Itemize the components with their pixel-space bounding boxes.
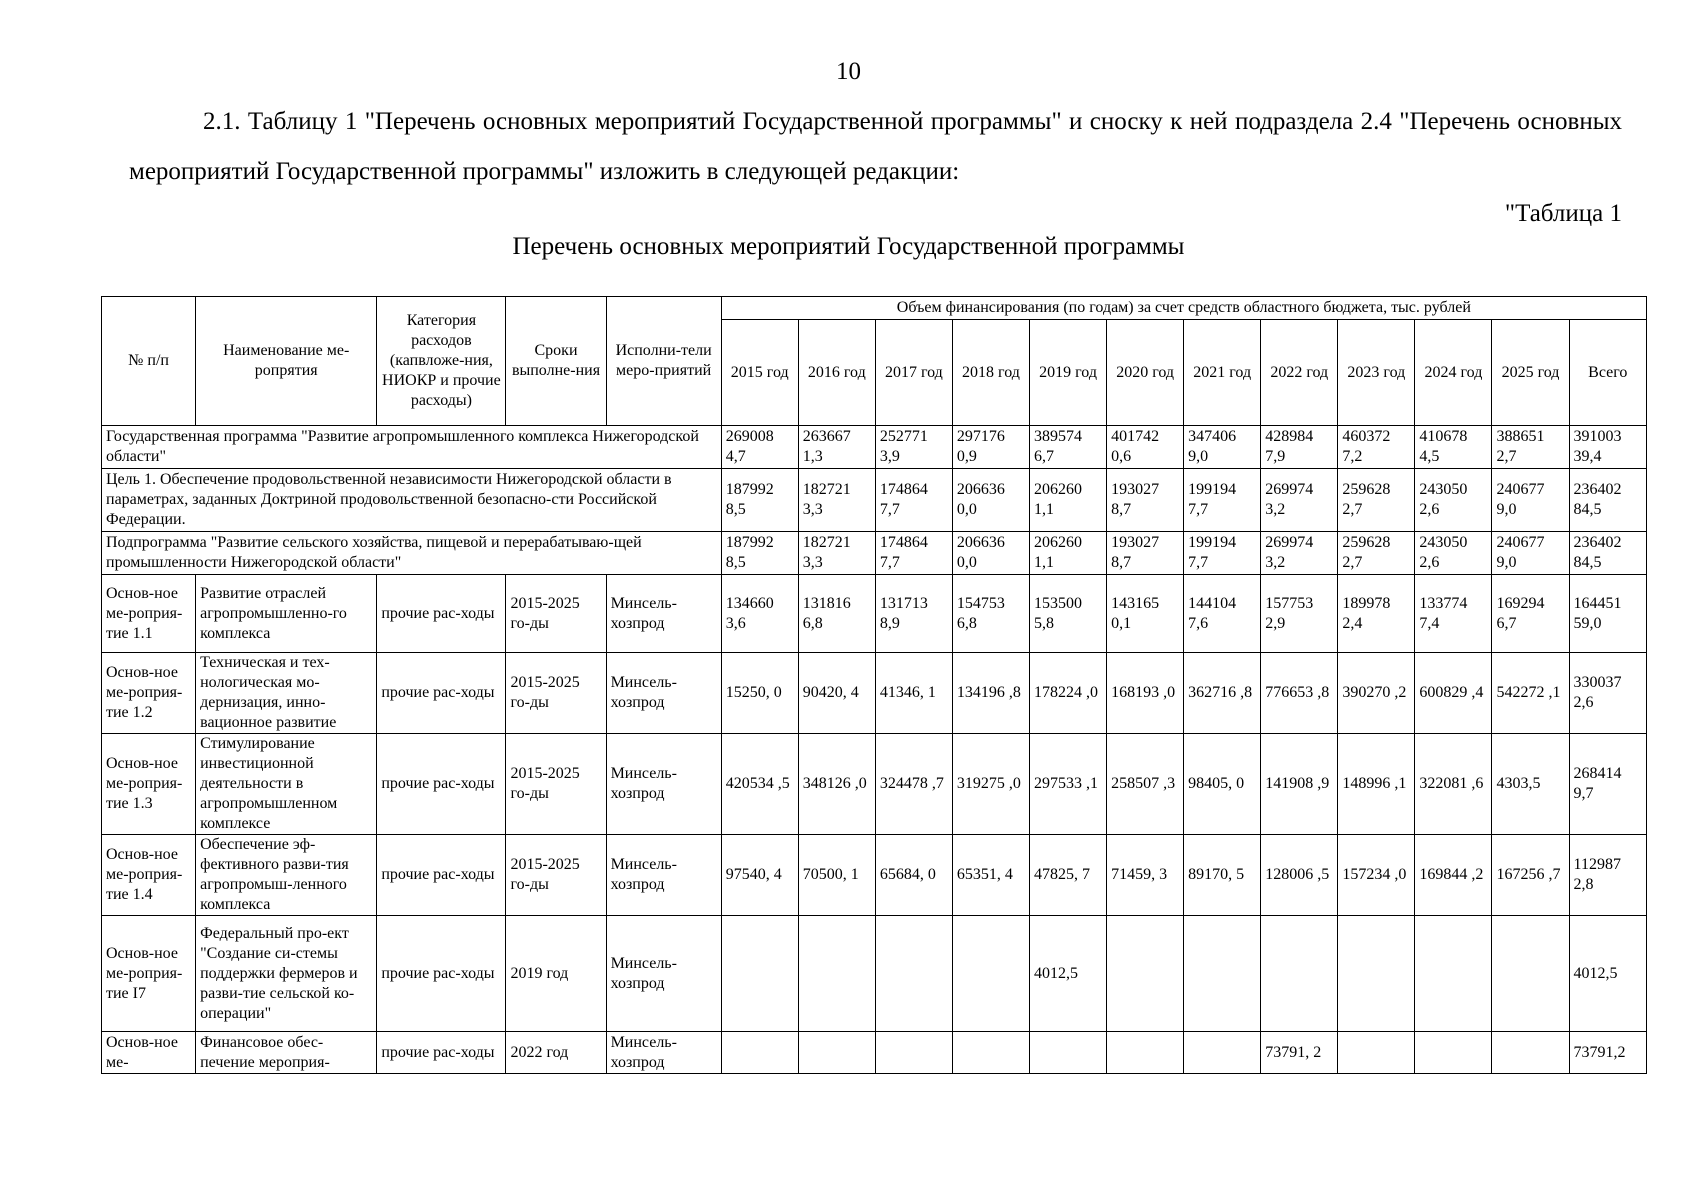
year-value-cell: 174864 7,7: [875, 469, 952, 532]
year-value-cell: 420534 ,5: [721, 734, 798, 835]
year-value-cell: 144104 7,6: [1184, 575, 1261, 653]
year-value-cell: 243050 2,6: [1415, 532, 1492, 575]
measure-num: Основ-ное ме-роприя-тие 1.1: [102, 575, 196, 653]
year-value-cell: 90420, 4: [798, 653, 875, 734]
measure-num: Основ-ное ме-роприя-тие 1.2: [102, 653, 196, 734]
year-value-cell: 252771 3,9: [875, 426, 952, 469]
year-value-cell: 182721 3,3: [798, 532, 875, 575]
year-value-cell: [1492, 916, 1569, 1032]
total-value-cell: 236402 84,5: [1569, 469, 1646, 532]
total-value-cell: 112987 2,8: [1569, 835, 1646, 916]
year-value-cell: 134196 ,8: [952, 653, 1029, 734]
table-body: [102, 426, 1647, 1074]
year-value-cell: 131816 6,8: [798, 575, 875, 653]
year-value-cell: 70500, 1: [798, 835, 875, 916]
year-value-cell: 169844 ,2: [1415, 835, 1492, 916]
measure-row: [102, 575, 1647, 653]
year-value-cell: 73791, 2: [1261, 1032, 1338, 1074]
measure-terms: 2015-2025 го-ды: [506, 734, 606, 835]
year-value-cell: [1107, 1032, 1184, 1074]
measure-executor: Минсель-хозпрод: [606, 575, 721, 653]
year-value-cell: 362716 ,8: [1184, 653, 1261, 734]
header-year: 2015 год: [721, 320, 798, 426]
year-value-cell: 206636 0,0: [952, 532, 1029, 575]
year-value-cell: 157753 2,9: [1261, 575, 1338, 653]
year-value-cell: 776653 ,8: [1261, 653, 1338, 734]
year-value-cell: 269974 3,2: [1261, 532, 1338, 575]
summary-row: [102, 469, 1647, 532]
header-category: Категория расходов (капвложе-ния, НИОКР и прочие расходы): [377, 297, 506, 426]
year-value-cell: [952, 916, 1029, 1032]
measure-name: Обеспечение эф-фективного разви-тия агропромыш-ленного комплекса: [196, 835, 377, 916]
measure-category: прочие рас-ходы: [377, 916, 506, 1032]
year-value-cell: [1107, 916, 1184, 1032]
table-label: "Таблица 1: [1504, 200, 1622, 227]
year-value-cell: 542272 ,1: [1492, 653, 1569, 734]
measure-executor: Минсель-хозпрод: [606, 653, 721, 734]
year-value-cell: 193027 8,7: [1107, 532, 1184, 575]
year-value-cell: 189978 2,4: [1338, 575, 1415, 653]
year-value-cell: 389574 6,7: [1030, 426, 1107, 469]
measure-category: прочие рас-ходы: [377, 1032, 506, 1074]
measure-row: [102, 734, 1647, 835]
year-value-cell: [798, 1032, 875, 1074]
measure-category: прочие рас-ходы: [377, 734, 506, 835]
year-value-cell: 4303,5: [1492, 734, 1569, 835]
year-value-cell: 240677 9,0: [1492, 532, 1569, 575]
year-value-cell: 263667 1,3: [798, 426, 875, 469]
year-value-cell: 154753 6,8: [952, 575, 1029, 653]
year-value-cell: 199194 7,7: [1184, 469, 1261, 532]
year-value-cell: 167256 ,7: [1492, 835, 1569, 916]
table-title: Перечень основных мероприятий Государственной программы: [512, 233, 1185, 260]
year-value-cell: [1030, 1032, 1107, 1074]
year-value-cell: 71459, 3: [1107, 835, 1184, 916]
measure-executor: Минсель-хозпрод: [606, 1032, 721, 1074]
measure-executor: Минсель-хозпрод: [606, 734, 721, 835]
year-value-cell: 322081 ,6: [1415, 734, 1492, 835]
year-value-cell: 243050 2,6: [1415, 469, 1492, 532]
measure-name: Техническая и тех-нологическая мо-дернизация, инно-вационное развитие: [196, 653, 377, 734]
year-value-cell: 348126 ,0: [798, 734, 875, 835]
year-value-cell: [1261, 916, 1338, 1032]
measure-num: Основ-ное ме-роприя-тие 1.4: [102, 835, 196, 916]
total-value-cell: 268414 9,7: [1569, 734, 1646, 835]
header-year: 2023 год: [1338, 320, 1415, 426]
summary-row: [102, 532, 1647, 575]
year-value-cell: 187992 8,5: [721, 532, 798, 575]
header-num: № п/п: [102, 297, 196, 426]
year-value-cell: 174864 7,7: [875, 532, 952, 575]
year-value-cell: [875, 916, 952, 1032]
year-value-cell: 134660 3,6: [721, 575, 798, 653]
year-value-cell: 131713 8,9: [875, 575, 952, 653]
year-value-cell: 269008 4,7: [721, 426, 798, 469]
year-value-cell: [1338, 1032, 1415, 1074]
year-value-cell: 410678 4,5: [1415, 426, 1492, 469]
year-value-cell: 319275 ,0: [952, 734, 1029, 835]
measure-category: прочие рас-ходы: [377, 653, 506, 734]
year-value-cell: 182721 3,3: [798, 469, 875, 532]
measure-name: Развитие отраслей агропромышленно-го комплекса: [196, 575, 377, 653]
year-value-cell: 347406 9,0: [1184, 426, 1261, 469]
measure-terms: 2015-2025 го-ды: [506, 575, 606, 653]
year-value-cell: 259628 2,7: [1338, 532, 1415, 575]
total-value-cell: 330037 2,6: [1569, 653, 1646, 734]
year-value-cell: 157234 ,0: [1338, 835, 1415, 916]
year-value-cell: [721, 916, 798, 1032]
year-value-cell: 401742 0,6: [1107, 426, 1184, 469]
measure-row: [102, 653, 1647, 734]
header-terms: Сроки выполне-ния: [506, 297, 606, 426]
measure-terms: 2019 год: [506, 916, 606, 1032]
total-value-cell: 236402 84,5: [1569, 532, 1646, 575]
year-value-cell: [1184, 916, 1261, 1032]
year-value-cell: [1492, 1032, 1569, 1074]
total-value-cell: 4012,5: [1569, 916, 1646, 1032]
measure-name: Федеральный про-ект "Создание си-стемы поддержки фермеров и разви-тие сельской ко-операции": [196, 916, 377, 1032]
measure-num: Основ-ное ме-роприя-тие 1.3: [102, 734, 196, 835]
header-year: 2022 год: [1261, 320, 1338, 426]
year-value-cell: 4012,5: [1030, 916, 1107, 1032]
summary-row: [102, 426, 1647, 469]
year-value-cell: 324478 ,7: [875, 734, 952, 835]
year-value-cell: 169294 6,7: [1492, 575, 1569, 653]
year-value-cell: 148996 ,1: [1338, 734, 1415, 835]
measure-executor: Минсель-хозпрод: [606, 835, 721, 916]
measure-category: прочие рас-ходы: [377, 575, 506, 653]
header-year: 2019 год: [1030, 320, 1107, 426]
year-value-cell: 65684, 0: [875, 835, 952, 916]
year-value-cell: [952, 1032, 1029, 1074]
measure-num: Основ-ное ме-роприя-тие I7: [102, 916, 196, 1032]
year-value-cell: 297176 0,9: [952, 426, 1029, 469]
year-value-cell: [798, 916, 875, 1032]
header-year: 2024 год: [1415, 320, 1492, 426]
year-value-cell: 89170, 5: [1184, 835, 1261, 916]
year-value-cell: 143165 0,1: [1107, 575, 1184, 653]
measure-row: [102, 835, 1647, 916]
header-year: 2025 год: [1492, 320, 1569, 426]
measure-row: [102, 916, 1647, 1032]
header-funding: Объем финансирования (по годам) за счет средств областного бюджета, тыс. рублей: [721, 297, 1646, 320]
header-year: 2016 год: [798, 320, 875, 426]
year-value-cell: 259628 2,7: [1338, 469, 1415, 532]
year-value-cell: 199194 7,7: [1184, 532, 1261, 575]
year-value-cell: 206260 1,1: [1030, 532, 1107, 575]
header-year: 2021 год: [1184, 320, 1261, 426]
year-value-cell: 206636 0,0: [952, 469, 1029, 532]
header-year: 2017 год: [875, 320, 952, 426]
year-value-cell: 128006 ,5: [1261, 835, 1338, 916]
year-value-cell: 258507 ,3: [1107, 734, 1184, 835]
total-value-cell: 73791,2: [1569, 1032, 1646, 1074]
year-value-cell: 187992 8,5: [721, 469, 798, 532]
measure-name: Финансовое обес-печение мероприя-: [196, 1032, 377, 1074]
year-value-cell: [1338, 916, 1415, 1032]
measure-num: Основ-ное ме-: [102, 1032, 196, 1074]
year-value-cell: [721, 1032, 798, 1074]
year-value-cell: [1415, 916, 1492, 1032]
header-executors: Исполни-тели меро-приятий: [606, 297, 721, 426]
year-value-cell: [1184, 1032, 1261, 1074]
summary-title: Государственная программа "Развитие агропромышленного комплекса Нижегородской области": [102, 426, 722, 469]
page-number: 10: [836, 58, 861, 85]
intro-paragraph: 2.1. Таблицу 1 "Перечень основных мероприятий Государственной программы" и сноску к ней подраздела 2.4 "Перечень основных мероприятий Государственной программы" изложить в следующей редакции:: [129, 108, 1622, 185]
measure-terms: 2015-2025 го-ды: [506, 835, 606, 916]
year-value-cell: 390270 ,2: [1338, 653, 1415, 734]
year-value-cell: 41346, 1: [875, 653, 952, 734]
year-value-cell: 141908 ,9: [1261, 734, 1338, 835]
year-value-cell: 47825, 7: [1030, 835, 1107, 916]
measures-table: [101, 296, 1647, 1074]
year-value-cell: 133774 7,4: [1415, 575, 1492, 653]
year-value-cell: 178224 ,0: [1030, 653, 1107, 734]
header-name: Наименование ме-ропрятия: [196, 297, 377, 426]
year-value-cell: 65351, 4: [952, 835, 1029, 916]
header-total: Всего: [1569, 320, 1646, 426]
measure-executor: Минсель-хозпрод: [606, 916, 721, 1032]
year-value-cell: 206260 1,1: [1030, 469, 1107, 532]
year-value-cell: 168193 ,0: [1107, 653, 1184, 734]
year-value-cell: 428984 7,9: [1261, 426, 1338, 469]
year-value-cell: 193027 8,7: [1107, 469, 1184, 532]
year-value-cell: [875, 1032, 952, 1074]
year-value-cell: 97540, 4: [721, 835, 798, 916]
header-year: 2020 год: [1107, 320, 1184, 426]
year-value-cell: 600829 ,4: [1415, 653, 1492, 734]
year-value-cell: 153500 5,8: [1030, 575, 1107, 653]
year-value-cell: [1415, 1032, 1492, 1074]
year-value-cell: 297533 ,1: [1030, 734, 1107, 835]
total-value-cell: 164451 59,0: [1569, 575, 1646, 653]
measure-category: прочие рас-ходы: [377, 835, 506, 916]
year-value-cell: 98405, 0: [1184, 734, 1261, 835]
measure-row: [102, 1032, 1647, 1074]
year-value-cell: 15250, 0: [721, 653, 798, 734]
year-value-cell: 388651 2,7: [1492, 426, 1569, 469]
total-value-cell: 391003 39,4: [1569, 426, 1646, 469]
year-value-cell: 460372 7,2: [1338, 426, 1415, 469]
measure-terms: 2022 год: [506, 1032, 606, 1074]
year-value-cell: 269974 3,2: [1261, 469, 1338, 532]
summary-title: Подпрограмма "Развитие сельского хозяйства, пищевой и перерабатываю-щей промышленности Нижегородской области": [102, 532, 722, 575]
summary-title: Цель 1. Обеспечение продовольственной независимости Нижегородской области в параметрах, заданных Доктриной продовольственной безопасно-сти Российской Федерации.: [102, 469, 722, 532]
year-value-cell: 240677 9,0: [1492, 469, 1569, 532]
measure-name: Стимулирование инвестиционной деятельности в агропромышленном комплексе: [196, 734, 377, 835]
header-year: 2018 год: [952, 320, 1029, 426]
measure-terms: 2015-2025 го-ды: [506, 653, 606, 734]
